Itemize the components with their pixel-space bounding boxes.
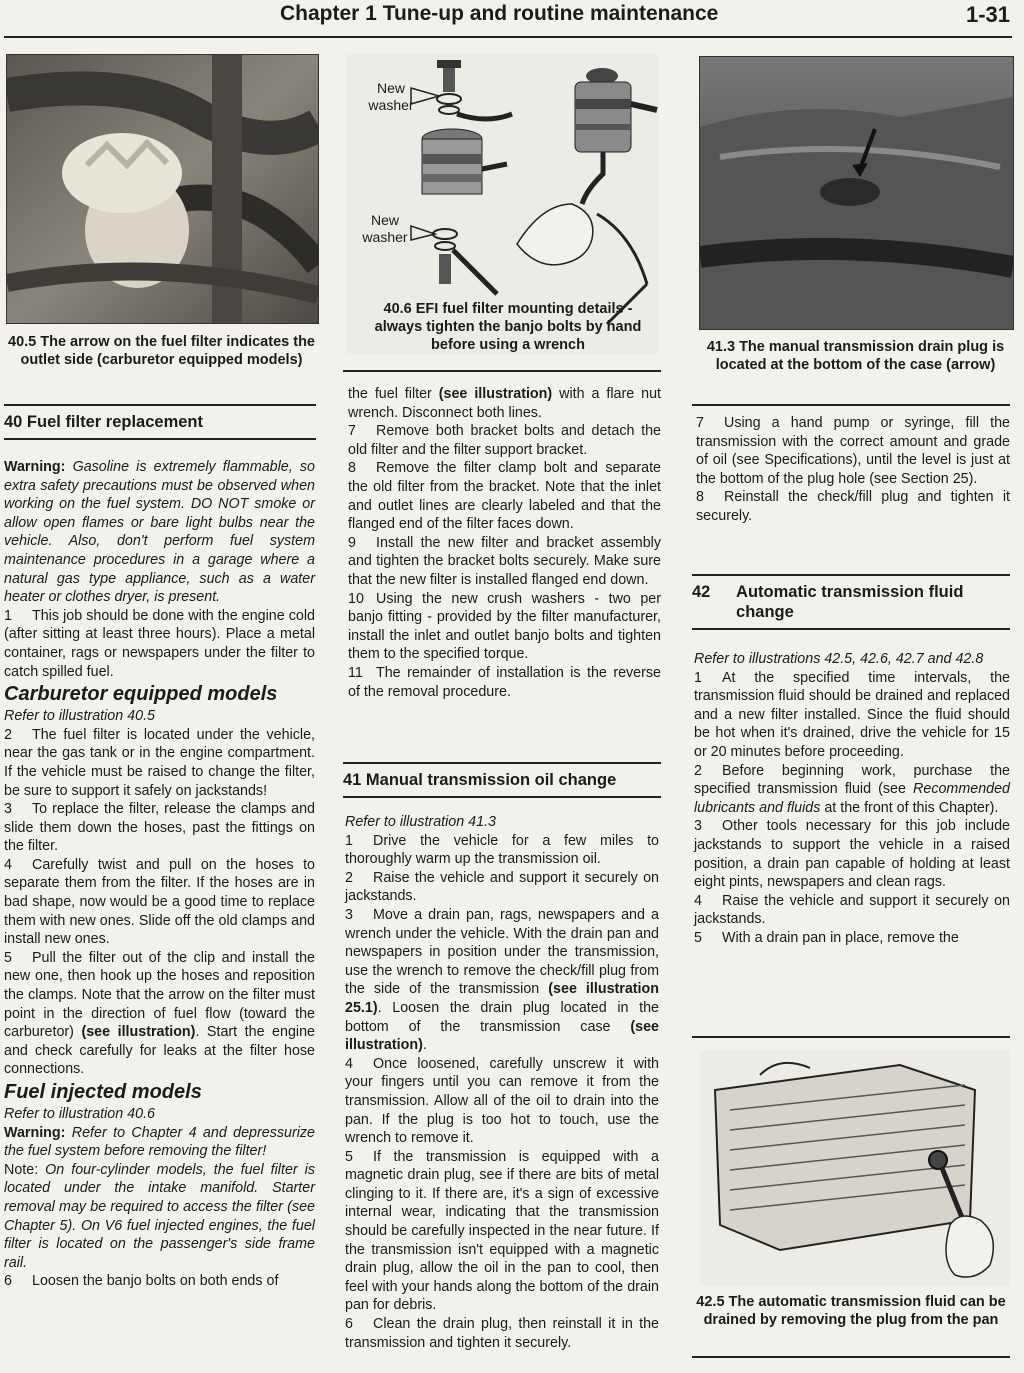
para-number: 6: [4, 1273, 12, 1290]
callout-new-washer-bottom: New washer: [362, 212, 408, 245]
column-3-rule: [692, 404, 1010, 406]
paragraph: Using a hand pump or syringe, fill the transmission with the correct amount and grade of oil (see Specifications), until the level is just at the bottom of the plug hole (see Section 25).: [696, 415, 1010, 487]
column-2-text-b: [345, 813, 659, 1352]
paragraph: Pull the filter out of the clip and install the new one, then hook up the hoses and reposition the clamps. Note that the arrow on the filter must point in the direction of fuel flow (toward the carburetor): [4, 949, 315, 1041]
warning-text: Refer to Chapter 4 and depressurize the fuel system before removing the filter!: [4, 1124, 315, 1160]
para-number: 1: [694, 669, 702, 686]
column-1-text: [4, 458, 315, 1291]
para-number: 4: [345, 1055, 353, 1072]
paragraph: This job should be done with the engine cold (after sitting at least three hours). Place a metal container, rags or newspapers under the filter to catch spilled fuel.: [4, 607, 315, 680]
photo-manual-transmission-drain-plug: [699, 56, 1014, 330]
section-title-text: Automatic transmission fluid change: [736, 583, 964, 621]
para-number: 8: [348, 460, 356, 477]
illustration-link: (see illustration 25.1): [345, 981, 659, 1016]
header-rule: [4, 36, 1012, 38]
figure-caption-40-6: 40.6 EFI fuel filter mounting details - always tighten the banjo bolts by hand before using a wrench: [374, 301, 642, 353]
paragraph: Other tools necessary for this job include jackstands to support the vehicle in a raised position, a drain pan capable of holding at least eight pints, newspapers and clean rags.: [694, 818, 1010, 891]
paragraph: with a flare nut wrench. Disconnect both lines.: [348, 386, 661, 421]
illustration-reference: Refer to illustration 40.6: [4, 1106, 155, 1122]
para-number: 2: [694, 762, 702, 779]
column-2-text-a: [348, 385, 661, 701]
paragraph: Remove both bracket bolts and detach the old filter and the filter support bracket.: [348, 423, 661, 458]
para-number: 1: [345, 832, 353, 849]
paragraph: If the transmission is equipped with a magnetic drain plug, see if there are bits of metal clinging to it. If there are, it's a sign of excessive internal wear, indicating that the transmission should be carefully inspected in the near future. If the transmission isn't equipped with a magnetic drain plug, allow the oil in the pan to cool, then feel with your hands along the bottom of the drain pan for debris.: [345, 1148, 659, 1314]
para-number: 5: [345, 1148, 353, 1165]
para-number: 5: [694, 929, 702, 946]
para-number: 2: [345, 869, 353, 886]
column-3-text-b: [694, 650, 1010, 948]
para-number: 4: [4, 856, 12, 873]
paragraph: Raise the vehicle and support it securely on jackstands.: [694, 892, 1010, 928]
paragraph: the fuel filter: [348, 386, 439, 402]
paragraph: The fuel filter is located under the vehicle, near the gas tank or in the engine compartment. If the vehicle must be raised to change the filter, be sure to support it safely on jackstands!: [4, 726, 315, 799]
paragraph: at the front of this Chapter).: [820, 799, 999, 816]
para-number: 7: [696, 415, 704, 431]
section-title: 41 Manual transmission oil change: [343, 771, 617, 789]
section-number: 42: [692, 583, 711, 601]
paragraph: . Start the engine and check carefully for leaks at the filter hose connections.: [4, 1024, 315, 1078]
para-number: 3: [345, 906, 353, 923]
paragraph: Loosen the banjo bolts on both ends of: [32, 1273, 279, 1290]
page-number: 1-31: [965, 2, 1010, 27]
section-title: [692, 576, 1010, 628]
illustration-link: (see illustration): [345, 1018, 659, 1054]
paragraph: At the specified time intervals, the transmission fluid should be drained and replaced and a new filter installed. Since the fluid should be hot when it's drained, drive the vehicle for 15 or 20 minutes before proceeding.: [694, 669, 1010, 760]
page-header: [0, 0, 1024, 40]
para-number: 8: [696, 489, 704, 506]
paragraph: Once loosened, carefully unscrew it with your fingers until you can remove it from the transmission. Allow all of the oil to drain into the pan. If the plug is too hot to touch, use the wrench to remove it.: [345, 1055, 659, 1147]
para-number: 3: [4, 801, 12, 818]
figure-caption-40-5: 40.5 The arrow on the fuel filter indicates the outlet side (carburetor equipped models): [8, 334, 315, 368]
paragraph: . Loosen the drain plug located in the bottom of the transmission case: [345, 999, 659, 1035]
illustration-link: (see illustration): [438, 386, 553, 402]
paragraph: Install the new filter and bracket assembly and tighten the bracket bolts securely. Make sure that the new filter is installed flanged end down.: [348, 534, 661, 588]
column-3-rule-2: [692, 1036, 1010, 1038]
paragraph: Clean the drain plug, then reinstall it in the transmission and tighten it securely.: [345, 1316, 659, 1351]
note-text: On four-cylinder models, the fuel filter is located under the intake manifold. Starter removal may be required to access the filter (see Chapter 5). On V6 fuel injected engines, the fuel filter is located on the passenger's side frame rail.: [4, 1161, 315, 1271]
para-number: 7: [348, 423, 356, 440]
illustration-reference: Refer to illustration 40.5: [4, 708, 155, 725]
para-number: 6: [345, 1316, 353, 1333]
figure-caption-41-3: 41.3 The manual transmission drain plug is located at the bottom of the case (arrow): [706, 339, 1005, 373]
column-2-rule: [343, 370, 661, 372]
para-number: 1: [4, 607, 12, 624]
section-heading-41: [343, 762, 661, 798]
column-3-rule-3: [692, 1356, 1010, 1358]
paragraph: Remove the filter clamp bolt and separate the old filter from the bracket. Note that the inlet and outlet lines are clearly labeled and that the flanged end of the filter faces down.: [348, 460, 661, 533]
paragraph: Using the new crush washers - two per banjo fitting - provided by the filter manufacturer, install the inlet and outlet banjo bolts and tighten them to the specified torque.: [348, 590, 661, 663]
para-number: 11: [348, 664, 363, 681]
paragraph: Move a drain pan, rags, newspapers and a wrench under the vehicle. With the drain pan and newspapers in position under the transmission, use the wrench to remove the check/fill plug from the side of the transmission: [345, 906, 659, 998]
paragraph: The remainder of installation is the reverse of the removal procedure.: [348, 664, 661, 700]
paragraph: Raise the vehicle and support it securely on jackstands.: [345, 869, 659, 905]
note-label: Note:: [4, 1161, 39, 1178]
warning-label: Warning:: [4, 1124, 66, 1141]
paragraph: Carefully twist and pull on the hoses to separate them from the filter. If the hoses are in bad shape, now would be a good time to replace them with new ones. Slide off the old clamps and install new ones.: [4, 856, 315, 948]
photo-fuel-filter-carburetor: [6, 54, 319, 324]
warning-text: Gasoline is extremely flammable, so extra safety precautions must be observed when working on the fuel system. DO NOT smoke or allow open flames or bare light bulbs near the vehicle. Also, don't perform fuel system maintenance procedures in a garage where a natural gas type appliance, such as a water heater or clothes dryer, is present.: [4, 459, 315, 606]
paragraph: .: [422, 1037, 427, 1054]
section-heading-40: [4, 404, 316, 440]
para-number: 5: [4, 949, 12, 966]
illustration-automatic-transmission-pan: [700, 1050, 1010, 1286]
figure-caption-42-5: 42.5 The automatic transmission fluid can be drained by removing the plug from the pan: [696, 1294, 1006, 1328]
subheading-fuel-injected: Fuel injected models: [4, 1081, 202, 1103]
column-3-text-a: [696, 414, 1010, 526]
section-title: 40 Fuel filter replacement: [4, 413, 203, 431]
para-number: 4: [694, 892, 702, 909]
paragraph-italic: Recommended lubricants and fluids: [694, 781, 1010, 816]
chapter-title: Chapter 1 Tune-up and routine maintenance: [280, 2, 719, 25]
para-number: 2: [4, 726, 12, 743]
para-number: 9: [348, 534, 356, 551]
section-heading-42: [692, 574, 1010, 630]
paragraph: Before beginning work, purchase the specified transmission fluid (see: [694, 762, 1010, 798]
warning-label: Warning:: [4, 459, 66, 475]
para-number: 3: [694, 818, 702, 835]
paragraph: Drive the vehicle for a few miles to thoroughly warm up the transmission oil.: [345, 832, 659, 868]
illustration-link: (see illustration): [81, 1024, 196, 1041]
illustration-reference: Refer to illustrations 42.5, 42.6, 42.7 and 42.8: [694, 651, 984, 667]
paragraph: With a drain pan in place, remove the: [722, 929, 959, 946]
para-number: 10: [348, 590, 364, 607]
paragraph: To replace the filter, release the clamps and slide them down the hoses, past the fittings on the filter.: [4, 801, 315, 855]
illustration-reference: Refer to illustration 41.3: [345, 814, 496, 830]
paragraph: Reinstall the check/fill plug and tighten it securely.: [696, 489, 1010, 524]
callout-new-washer-top: New washer: [368, 80, 414, 113]
subheading-carburetor: Carburetor equipped models: [4, 683, 278, 706]
